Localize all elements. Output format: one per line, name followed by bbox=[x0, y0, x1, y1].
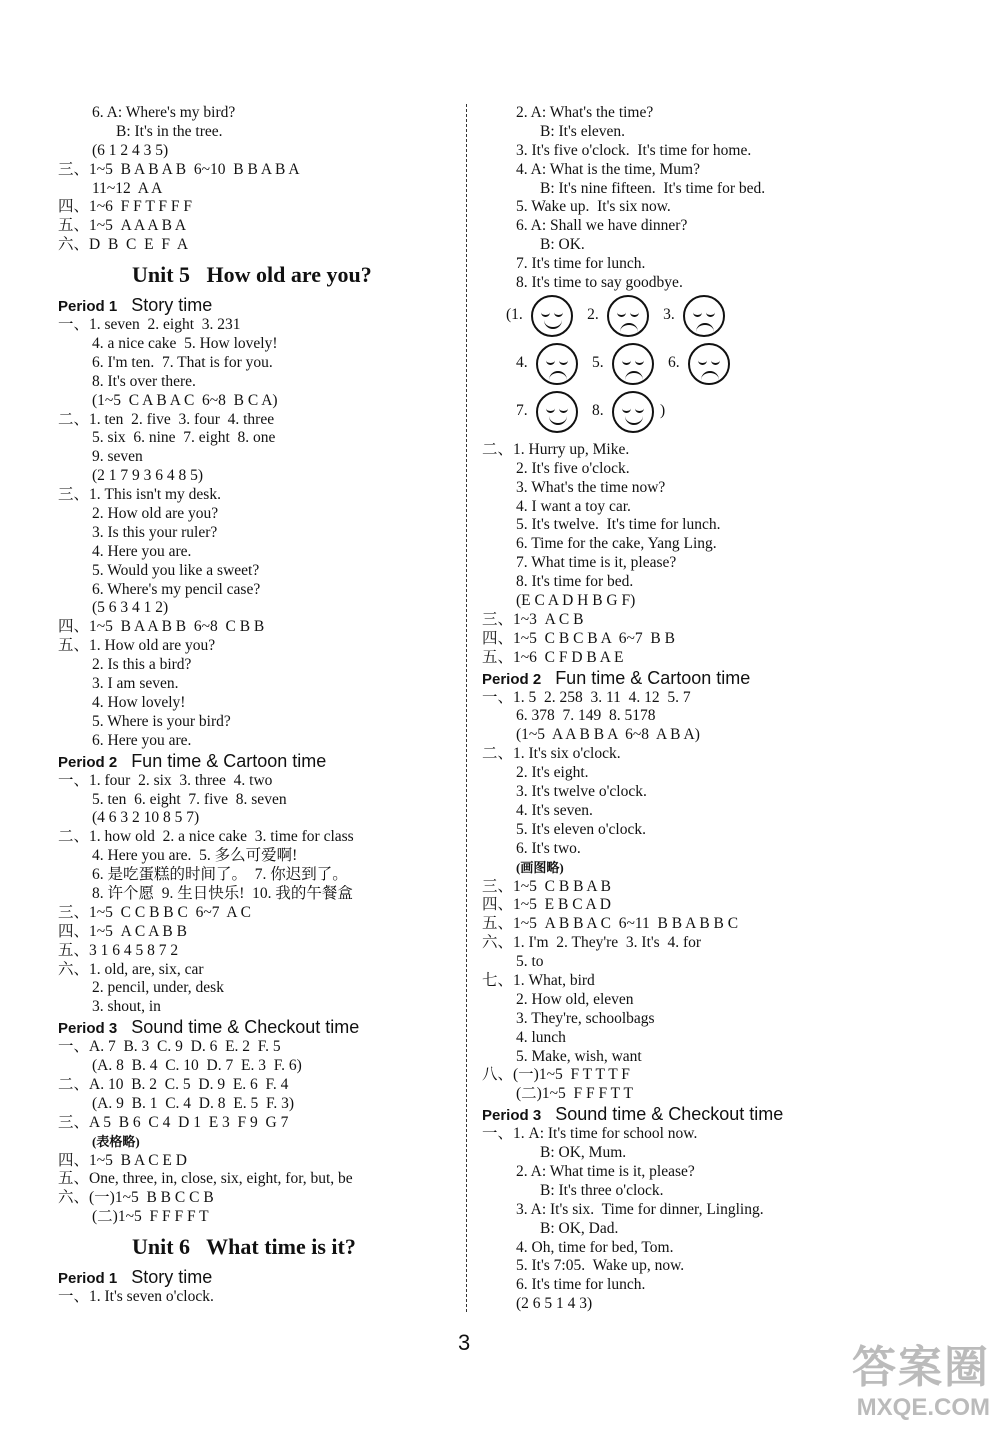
answer-line: (4 6 3 2 10 8 5 7) bbox=[92, 809, 200, 827]
answer-line: 2. A: What's the time? bbox=[516, 104, 654, 121]
answer-line: 五、One, three, in, close, six, eight, for, but, be bbox=[58, 1170, 353, 1188]
answer-line: 4. How lovely! bbox=[92, 693, 186, 711]
answer-line: 一、A. 7 B. 3 C. 9 D. 6 E. 2 F. 5 bbox=[58, 1038, 281, 1056]
answer-line: 5. Make, wish, want bbox=[516, 1047, 642, 1065]
sad-face-icon bbox=[536, 343, 578, 385]
period-title: Fun time & Cartoon time bbox=[555, 667, 751, 688]
answer-line: 三、A 5 B 6 C 4 D 1 E 3 F 9 G 7 bbox=[58, 1113, 289, 1131]
answer-line: 6. A: Where's my bird? bbox=[92, 104, 236, 121]
period-label: Period 1 bbox=[58, 1270, 118, 1288]
answer-line: B: It's eleven. bbox=[540, 122, 626, 140]
faces-answer-block bbox=[482, 293, 842, 441]
answer-line: 三、1~5 B A B A B 6~10 B B A B A bbox=[58, 160, 300, 178]
answer-line: (二)1~5 F F F F T bbox=[92, 1208, 209, 1226]
answer-line: 8. It's time to say goodbye. bbox=[516, 274, 683, 292]
answer-line: 四、1~5 A C A B B bbox=[58, 922, 187, 940]
right-column-bottom bbox=[482, 441, 842, 1314]
answer-line: 7. What time is it, please? bbox=[516, 554, 677, 572]
answer-line: 三、1~5 C B B A B bbox=[482, 877, 611, 895]
answer-line: 6. Time for the cake, Yang Ling. bbox=[516, 535, 717, 553]
face-number: 6. bbox=[668, 354, 680, 372]
answer-line: 二、1. how old 2. a nice cake 3. time for class bbox=[58, 828, 354, 846]
answer-line: 2. Is this a bird? bbox=[92, 656, 192, 674]
answer-line: 六、1. I'm 2. They're 3. It's 4. for bbox=[482, 934, 702, 952]
answer-line: 6. A: Shall we have dinner? bbox=[516, 217, 688, 235]
answer-line: 三、1~3 A C B bbox=[482, 610, 584, 628]
watermark-url: MXQE.COM bbox=[856, 1394, 990, 1421]
answer-line: 六、(一)1~5 B B C C B bbox=[58, 1189, 214, 1207]
answer-line: 6. It's two. bbox=[516, 839, 581, 857]
period-title: Story time bbox=[131, 295, 213, 316]
answer-line: 7. It's time for lunch. bbox=[516, 255, 646, 273]
answer-line: 一、1. A: It's time for school now. bbox=[482, 1125, 698, 1143]
answer-line: 2. It's eight. bbox=[516, 764, 589, 782]
period-title: Fun time & Cartoon time bbox=[131, 750, 327, 771]
answer-line: 4. It's seven. bbox=[516, 801, 593, 819]
faces-row bbox=[516, 341, 744, 387]
answer-line: (2 6 5 1 4 3) bbox=[516, 1295, 593, 1313]
answer-line: 二、1. ten 2. five 3. four 4. three bbox=[58, 410, 275, 428]
answer-line: 一、1. 5 2. 258 3. 11 4. 12 5. 7 bbox=[482, 688, 691, 706]
answer-line: 4. I want a toy car. bbox=[516, 497, 631, 515]
page-number: 3 bbox=[458, 1330, 471, 1355]
period-heading bbox=[58, 295, 448, 316]
close-paren: ) bbox=[660, 402, 666, 420]
face-number: 7. bbox=[516, 402, 528, 420]
faces-row bbox=[506, 293, 739, 339]
answer-line: (6 1 2 4 3 5) bbox=[92, 141, 169, 159]
answer-line: 5. It's 7:05. Wake up, now. bbox=[516, 1257, 685, 1275]
answer-line: 6. It's time for lunch. bbox=[516, 1276, 646, 1294]
answer-line: 4. a nice cake 5. How lovely! bbox=[92, 335, 278, 353]
answer-line: 四、1~5 E B C A D bbox=[482, 896, 611, 914]
answer-line: 六、1. old, are, six, car bbox=[58, 960, 204, 978]
faces-row bbox=[516, 389, 665, 435]
period-heading bbox=[58, 1267, 448, 1288]
face-number: 4. bbox=[516, 354, 528, 372]
answer-line: 二、A. 10 B. 2 C. 5 D. 9 E. 6 F. 4 bbox=[58, 1075, 289, 1093]
answer-line: (2 1 7 9 3 6 4 8 5) bbox=[92, 467, 204, 485]
answer-line: 4. lunch bbox=[516, 1028, 566, 1046]
answer-line: 8. It's over there. bbox=[92, 372, 196, 390]
answer-line: 2. pencil, under, desk bbox=[92, 979, 224, 997]
answer-line: (1~5 A A B B A 6~8 A B A) bbox=[516, 726, 700, 744]
answer-line: B: It's three o'clock. bbox=[540, 1181, 664, 1199]
answer-line: 9. seven bbox=[92, 448, 143, 466]
answer-line: 五、3 1 6 4 5 8 7 2 bbox=[58, 941, 179, 959]
period-title: Sound time & Checkout time bbox=[555, 1104, 784, 1125]
answer-line: 5. to bbox=[516, 953, 544, 971]
happy-face-icon bbox=[531, 295, 573, 337]
answer-line: 二、1. Hurry up, Mike. bbox=[482, 440, 630, 458]
period-heading bbox=[482, 1104, 842, 1125]
answer-line: 一、1. four 2. six 3. three 4. two bbox=[58, 771, 273, 789]
answer-line: B: OK. bbox=[540, 236, 585, 254]
answer-line: (5 6 3 4 1 2) bbox=[92, 599, 169, 617]
sad-face-icon bbox=[612, 343, 654, 385]
answer-line: (A. 8 B. 4 C. 10 D. 7 E. 3 F. 6) bbox=[92, 1057, 302, 1075]
answer-line: B: OK, Mum. bbox=[540, 1144, 627, 1162]
sad-face-icon bbox=[688, 343, 730, 385]
answer-line: 6. 是吃蛋糕的时间了。 7. 你迟到了。 bbox=[92, 866, 348, 884]
unit-heading: Unit 6 What time is it? bbox=[132, 1234, 356, 1260]
period-label: Period 3 bbox=[58, 1020, 118, 1038]
answer-line: 四、1~6 F F T F F F bbox=[58, 198, 193, 216]
answer-line: 3. I am seven. bbox=[92, 675, 179, 693]
answer-line: 一、1. seven 2. eight 3. 231 bbox=[58, 316, 241, 334]
answer-line: 3. A: It's six. Time for dinner, Lingling. bbox=[516, 1200, 764, 1218]
omitted-note: (画图略) bbox=[516, 859, 564, 875]
answer-line: 六、D B C E F A bbox=[58, 236, 189, 254]
answer-line: 五、1. How old are you? bbox=[58, 637, 216, 655]
sad-face-icon bbox=[683, 295, 725, 337]
face-number: 2. bbox=[587, 306, 599, 324]
answer-line: B: It's in the tree. bbox=[116, 122, 223, 140]
answer-line: 3. shout, in bbox=[92, 998, 161, 1016]
answer-line: 4. Here you are. 5. 多么可爱啊! bbox=[92, 847, 298, 865]
period-label: Period 2 bbox=[482, 670, 542, 688]
answer-line: 6. Here you are. bbox=[92, 731, 192, 749]
answer-line: 五、1~5 A A A B A bbox=[58, 217, 187, 235]
answer-line: 一、1. It's seven o'clock. bbox=[58, 1288, 214, 1306]
period-label: Period 2 bbox=[58, 753, 118, 771]
answer-line: 四、1~5 C B C B A 6~7 B B bbox=[482, 629, 675, 647]
answer-line: (二)1~5 F F F T T bbox=[516, 1085, 633, 1103]
answer-line: 5. Where is your bird? bbox=[92, 712, 231, 730]
period-title: Sound time & Checkout time bbox=[131, 1017, 360, 1038]
face-number: 3. bbox=[663, 306, 675, 324]
answer-line: (1~5 C A B A C 6~8 B C A) bbox=[92, 391, 278, 409]
period-heading bbox=[58, 1017, 448, 1038]
period-title: Story time bbox=[131, 1267, 213, 1288]
answer-line: 4. A: What is the time, Mum? bbox=[516, 160, 700, 178]
answer-line: 5. It's eleven o'clock. bbox=[516, 820, 646, 838]
answer-line: (E C A D H B G F) bbox=[516, 592, 636, 610]
happy-face-icon bbox=[536, 391, 578, 433]
omitted-note: (表格略) bbox=[92, 1133, 140, 1149]
answer-line: 三、1. This isn't my desk. bbox=[58, 486, 221, 504]
left-column bbox=[58, 104, 448, 1307]
answer-line: 2. How old, eleven bbox=[516, 990, 634, 1008]
answer-line: 3. What's the time now? bbox=[516, 478, 666, 496]
period-heading bbox=[58, 751, 448, 772]
answer-line: 8. It's time for bed. bbox=[516, 573, 634, 591]
answer-line: 3. Is this your ruler? bbox=[92, 523, 218, 541]
face-number: 5. bbox=[592, 354, 604, 372]
answer-line: 2. A: What time is it, please? bbox=[516, 1162, 695, 1180]
answer-line: 4. Here you are. bbox=[92, 542, 192, 560]
answer-line: 3. They're, schoolbags bbox=[516, 1009, 655, 1027]
open-paren: ( bbox=[506, 306, 512, 324]
answer-line: 5. ten 6. eight 7. five 8. seven bbox=[92, 790, 287, 808]
answer-line: 11~12 A A bbox=[92, 179, 163, 197]
answer-line: 二、1. It's six o'clock. bbox=[482, 745, 621, 763]
answer-line: 8. 许个愿 9. 生日快乐! 10. 我的午餐盒 bbox=[92, 884, 353, 902]
watermark bbox=[810, 1342, 990, 1432]
answer-line: 4. Oh, time for bed, Tom. bbox=[516, 1238, 674, 1256]
answer-line: 5. It's twelve. It's time for lunch. bbox=[516, 516, 721, 534]
answer-line: 2. How old are you? bbox=[92, 505, 219, 523]
period-heading bbox=[482, 668, 842, 689]
right-column bbox=[482, 104, 842, 1314]
answer-line: B: It's nine fifteen. It's time for bed. bbox=[540, 179, 766, 197]
watermark-logo: 答案圈 bbox=[852, 1343, 990, 1392]
answer-line: 五、1~5 A B B A C 6~11 B B A B B C bbox=[482, 915, 739, 933]
answer-line: (A. 9 B. 1 C. 4 D. 8 E. 5 F. 3) bbox=[92, 1094, 294, 1112]
answer-line: 5. Would you like a sweet? bbox=[92, 561, 260, 579]
answer-line: 6. I'm ten. 7. That is for you. bbox=[92, 353, 273, 371]
sad-face-icon bbox=[607, 295, 649, 337]
answer-line: 七、1. What, bird bbox=[482, 971, 595, 989]
period-label: Period 3 bbox=[482, 1107, 542, 1125]
answer-line: 2. It's five o'clock. bbox=[516, 459, 630, 477]
answer-line: 5. Wake up. It's six now. bbox=[516, 198, 671, 216]
column-divider bbox=[466, 104, 467, 1312]
face-number: 8. bbox=[592, 402, 604, 420]
happy-face-icon bbox=[612, 391, 654, 433]
answer-line: 八、(一)1~5 F T T T F bbox=[482, 1066, 630, 1084]
answer-line: 5. six 6. nine 7. eight 8. one bbox=[92, 429, 276, 447]
answer-line: 6. 378 7. 149 8. 5178 bbox=[516, 707, 656, 725]
answer-line: 五、1~6 C F D B A E bbox=[482, 648, 624, 666]
answer-line: 6. Where's my pencil case? bbox=[92, 580, 261, 598]
answer-line: B: OK, Dad. bbox=[540, 1219, 619, 1237]
unit-heading: Unit 5 How old are you? bbox=[132, 262, 372, 288]
period-label: Period 1 bbox=[58, 298, 118, 316]
face-number: 1. bbox=[511, 306, 523, 324]
answer-line: 四、1~5 B A A B B 6~8 C B B bbox=[58, 618, 265, 636]
answer-line: 三、1~5 C C B B C 6~7 A C bbox=[58, 903, 251, 921]
right-column-top bbox=[482, 104, 842, 293]
answer-line: 3. It's twelve o'clock. bbox=[516, 783, 647, 801]
answer-line: 四、1~5 B A C E D bbox=[58, 1151, 187, 1169]
answer-line: 3. It's five o'clock. It's time for home. bbox=[516, 141, 752, 159]
